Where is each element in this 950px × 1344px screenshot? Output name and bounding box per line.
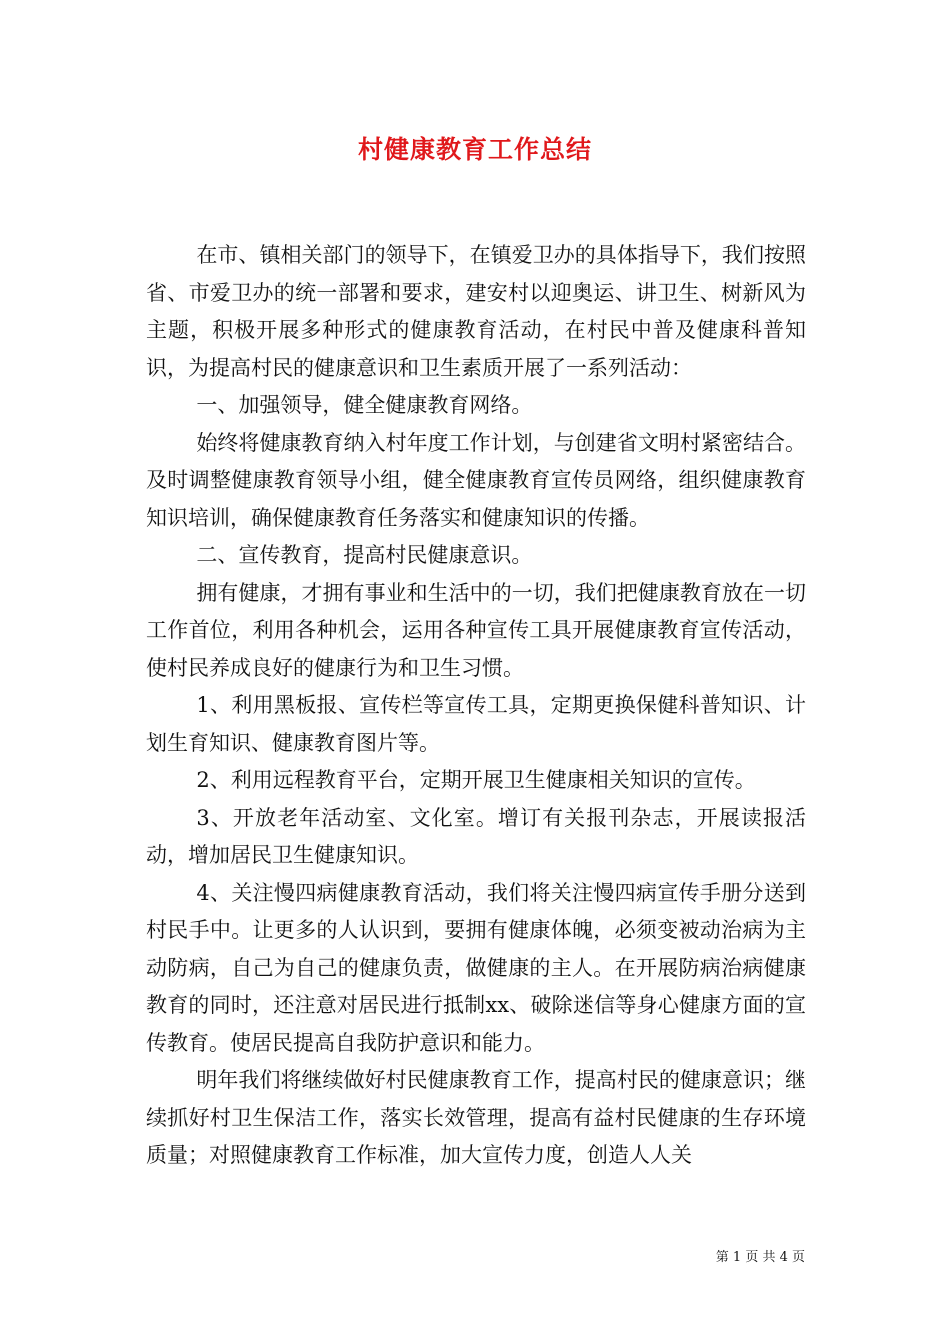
list-item: 2、利用远程教育平台，定期开展卫生健康相关知识的宣传。 xyxy=(196,768,756,792)
paragraph: 拥有健康，才拥有事业和生活中的一切，我们把健康教育放在一切工作首位，利用各种机会，运用各种宣传工具开展健康教育宣传活动，使村民养成良好的健康行为和卫生习惯。 xyxy=(146,580,806,680)
document-body xyxy=(146,237,806,1175)
list-item: 3、开放老年活动室、文化室。增订有关报刊杂志，开展读报活动，增加居民卫生健康知识。 xyxy=(146,805,806,867)
paragraph: 始终将健康教育纳入村年度工作计划，与创建省文明村紧密结合。及时调整健康教育领导小组，健全健康教育宣传员网络，组织健康教育知识培训，确保健康教育任务落实和健康知识的传播。 xyxy=(146,430,806,530)
paragraph-intro: 在市、镇相关部门的领导下，在镇爱卫办的具体指导下，我们按照省、市爱卫办的统一部署和要求，建安村以迎奥运、讲卫生、树新风为主题，积极开展多种形式的健康教育活动，在村民中普及健康科普知识，为提高村民的健康意识和卫生素质开展了一系列活动： xyxy=(146,243,806,380)
list-item: 4、关注慢四病健康教育活动，我们将关注慢四病宣传手册分送到村民手中。让更多的人认识到，要拥有健康体魄，必须变被动治病为主动防病，自己为自己的健康负责，做健康的主人。在开展防病治病健康教育的同时，还注意对居民进行抵制xx、破除迷信等身心健康方面的宣传教育。使居民提高自我防护意识和能力。 xyxy=(146,880,806,1055)
page-number-footer: 第 1 页 共 4 页 xyxy=(715,1250,805,1265)
list-item: 1、利用黑板报、宣传栏等宣传工具，定期更换保健科普知识、计划生育知识、健康教育图片等。 xyxy=(146,693,806,755)
section-heading-1: 一、加强领导，健全健康教育网络。 xyxy=(196,393,533,417)
section-heading-2: 二、宣传教育，提高村民健康意识。 xyxy=(196,543,533,567)
paragraph-closing: 明年我们将继续做好村民健康教育工作，提高村民的健康意识；继续抓好村卫生保洁工作，落实长效管理，提高有益村民健康的生存环境质量；对照健康教育工作标准，加大宣传力度，创造人人关 xyxy=(146,1068,806,1167)
document-title: 村健康教育工作总结 xyxy=(357,135,592,164)
